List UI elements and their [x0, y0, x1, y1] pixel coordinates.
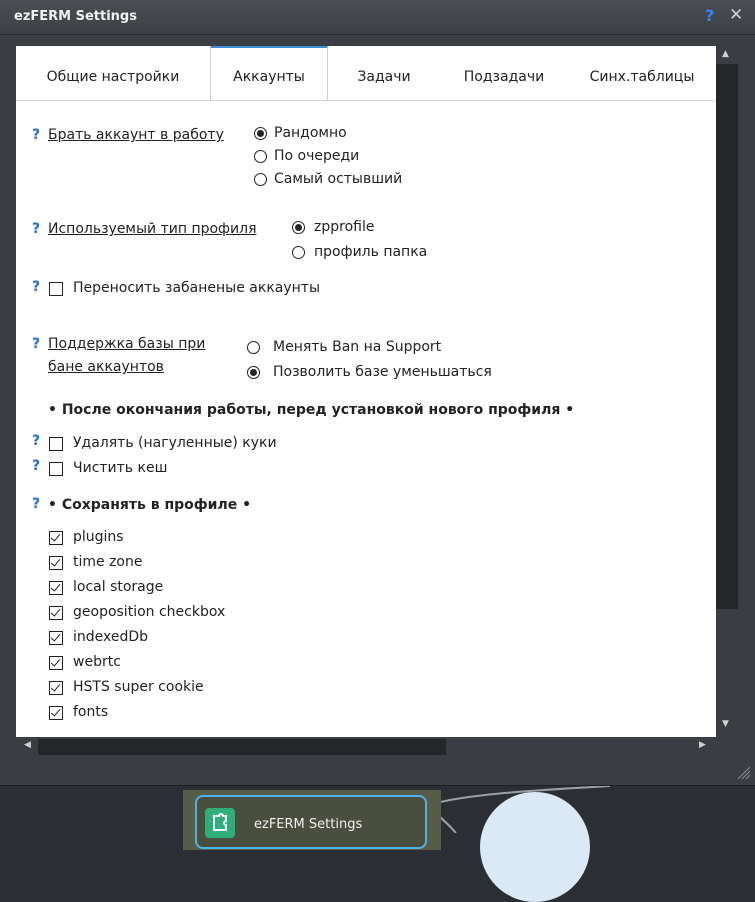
radio-folder-profile-label: профиль папка [314, 244, 428, 260]
save-timezone-checkbox[interactable] [49, 556, 63, 570]
help-icon[interactable]: ? [32, 496, 41, 512]
clear-cache-label: Чистить кеш [73, 460, 168, 476]
vertical-scroll-thumb[interactable] [716, 64, 738, 609]
horizontal-scrollbar[interactable] [16, 737, 716, 757]
profile-type-label[interactable]: Используемый тип профиля [48, 221, 257, 237]
tab-subtasks[interactable]: Подзадачи [463, 69, 545, 85]
radio-ban-to-support-label: Менять Ban на Support [273, 339, 442, 355]
save-hsts-checkbox[interactable] [49, 681, 63, 695]
help-icon[interactable]: ? [32, 221, 41, 237]
radio-coolest-label: Самый остывший [274, 171, 403, 187]
resize-grip-icon[interactable] [735, 764, 751, 780]
help-icon[interactable]: ? [32, 433, 41, 449]
scroll-left-icon[interactable]: ◀ [24, 740, 31, 750]
save-heading: • Сохранять в профиле • [48, 497, 252, 513]
radio-random[interactable] [254, 127, 267, 140]
move-banned-checkbox[interactable] [49, 282, 63, 296]
delete-cookies-checkbox[interactable] [49, 437, 63, 451]
delete-cookies-label: Удалять (нагуленные) куки [73, 435, 277, 451]
tab-bar [16, 46, 716, 101]
save-indexeddb-label: indexedDb [73, 629, 149, 645]
radio-zpprofile-label: zpprofile [314, 219, 375, 235]
tab-general[interactable]: Общие настройки [46, 69, 180, 85]
node-label: ezFERM Settings [254, 817, 363, 832]
help-button[interactable]: ? [705, 6, 715, 25]
vertical-scrollbar[interactable] [716, 46, 738, 737]
save-plugins-label: plugins [73, 529, 124, 545]
radio-zpprofile[interactable] [292, 221, 305, 234]
close-button[interactable]: ✕ [729, 5, 744, 25]
help-icon[interactable]: ? [32, 336, 41, 352]
radio-queue-label: По очереди [274, 148, 360, 164]
scroll-up-icon[interactable]: ▲ [722, 49, 729, 59]
horizontal-scroll-thumb[interactable] [38, 739, 446, 755]
radio-ban-to-support[interactable] [247, 341, 260, 354]
radio-allow-shrink-label: Позволить базе уменьшаться [273, 364, 492, 380]
save-indexeddb-checkbox[interactable] [49, 631, 63, 645]
title-bar[interactable] [0, 0, 755, 35]
base-support-label-line1[interactable]: Поддержка базы при [48, 336, 206, 352]
save-webrtc-label: webrtc [73, 654, 121, 670]
save-fonts-checkbox[interactable] [49, 706, 63, 720]
radio-allow-shrink[interactable] [247, 366, 260, 379]
radio-random-label: Рандомно [274, 125, 347, 141]
save-webrtc-checkbox[interactable] [49, 656, 63, 670]
save-geoposition-checkbox[interactable] [49, 606, 63, 620]
save-timezone-label: time zone [73, 554, 143, 570]
settings-panel [16, 46, 716, 737]
save-hsts-label: HSTS super cookie [73, 679, 204, 695]
tab-sync-tables[interactable]: Синх.таблицы [589, 69, 695, 85]
puzzle-icon [205, 808, 235, 838]
window-title: ezFERM Settings [14, 9, 137, 24]
after-work-heading: • После окончания работы, перед установкой нового профиля • [48, 402, 575, 418]
account-take-label[interactable]: Брать аккаунт в работу [48, 127, 224, 143]
save-geoposition-label: geoposition checkbox [73, 604, 226, 620]
clear-cache-checkbox[interactable] [49, 462, 63, 476]
help-icon[interactable]: ? [32, 127, 41, 143]
tab-accounts[interactable]: Аккаунты [210, 46, 328, 100]
move-banned-label: Переносить забаненые аккаунты [73, 280, 321, 296]
help-icon[interactable]: ? [32, 458, 41, 474]
save-local-storage-label: local storage [73, 579, 164, 595]
radio-queue[interactable] [254, 150, 267, 163]
tab-tasks[interactable]: Задачи [357, 69, 411, 85]
canvas-circle-node[interactable] [480, 792, 590, 902]
save-plugins-checkbox[interactable] [49, 531, 63, 545]
base-support-label-line2[interactable]: бане аккаунтов [48, 359, 164, 375]
radio-folder-profile[interactable] [292, 246, 305, 259]
help-icon[interactable]: ? [32, 279, 41, 295]
save-fonts-label: fonts [73, 704, 109, 720]
save-local-storage-checkbox[interactable] [49, 581, 63, 595]
scroll-down-icon[interactable]: ▼ [722, 719, 729, 729]
scroll-right-icon[interactable]: ▶ [699, 740, 706, 750]
radio-coolest[interactable] [254, 173, 267, 186]
